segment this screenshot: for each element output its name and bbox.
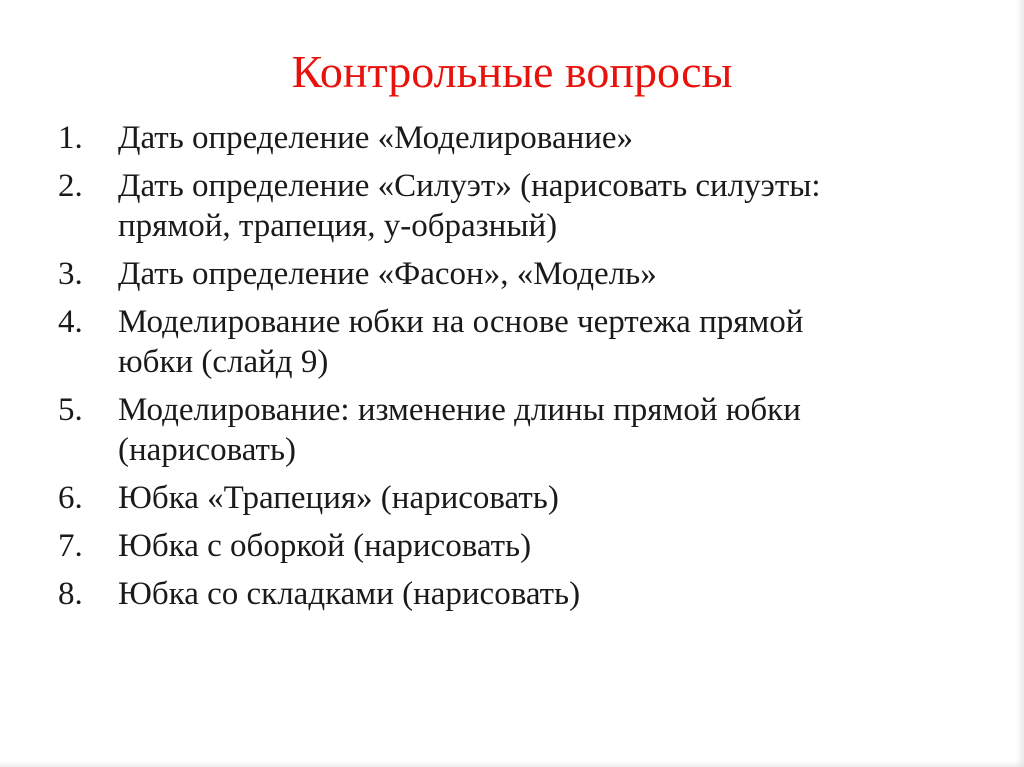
list-item (58, 254, 958, 294)
list-item-text: Дать определение «Моделирование» (118, 120, 634, 156)
list-item-text: Юбка «Трапеция» (нарисовать) (118, 480, 559, 516)
slide-bottom-shadow (0, 761, 1024, 767)
list-item-number: 4. (58, 304, 83, 340)
list-item (58, 526, 958, 566)
list-item-number: 7. (58, 528, 83, 564)
slide-edge-shadow (1016, 0, 1024, 767)
list-item (58, 302, 958, 382)
list-item-number: 3. (58, 256, 83, 292)
list-item-text: Юбка с оборкой (нарисовать) (118, 528, 532, 564)
list-item-text: Моделирование: изменение длины прямой юбки (нарисовать) (118, 392, 801, 468)
list-item-number: 6. (58, 480, 83, 516)
slide-title: Контрольные вопросы (291, 46, 733, 97)
list-item (58, 166, 958, 246)
list-item-text: Юбка со складками (нарисовать) (118, 576, 581, 612)
list-item (58, 478, 958, 518)
list-item-number: 5. (58, 392, 83, 428)
questions-list (58, 118, 958, 622)
list-item-number: 2. (58, 168, 83, 204)
list-item (58, 574, 958, 614)
list-item-text: Моделирование юбки на основе чертежа прямой юбки (слайд 9) (118, 304, 804, 380)
list-item-text: Дать определение «Силуэт» (нарисовать силуэты: прямой, трапеция, у-образный) (118, 168, 821, 244)
list-item-text: Дать определение «Фасон», «Модель» (118, 256, 657, 292)
list-item-number: 8. (58, 576, 83, 612)
list-item (58, 118, 958, 158)
list-item (58, 390, 958, 470)
list-item-number: 1. (58, 120, 83, 156)
